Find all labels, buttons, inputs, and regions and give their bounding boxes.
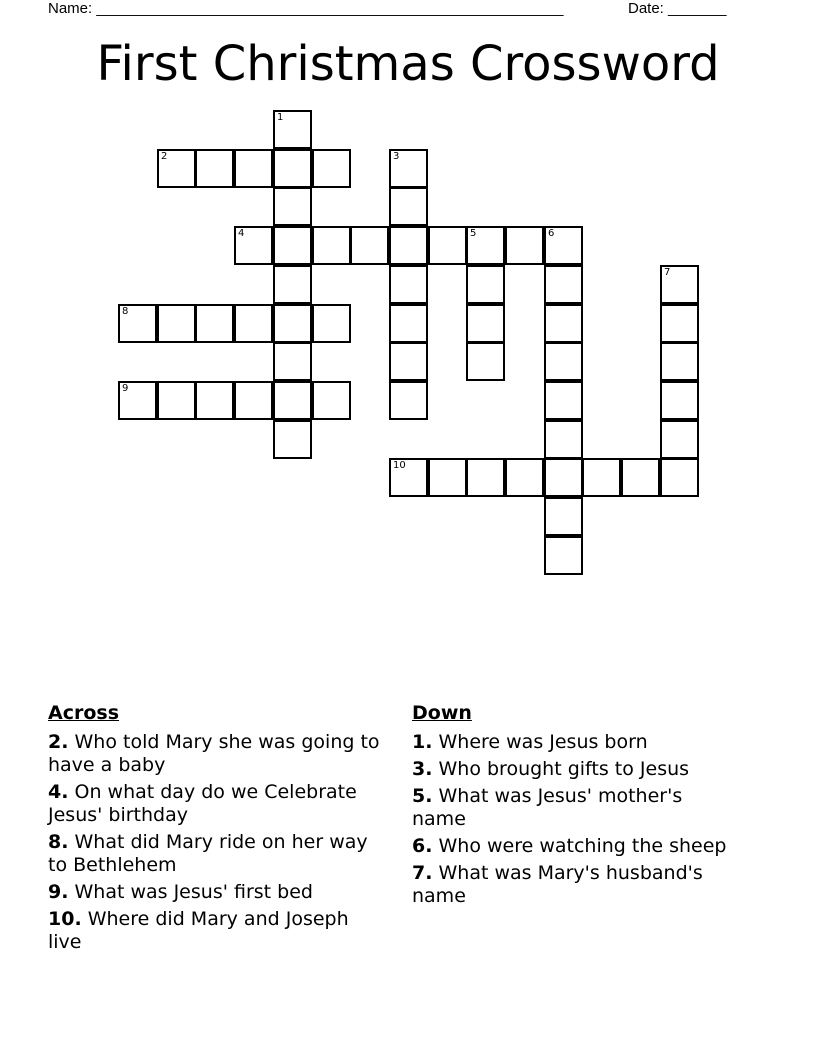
grid-cell[interactable] xyxy=(195,381,234,420)
grid-cell[interactable] xyxy=(195,304,234,343)
grid-cell[interactable] xyxy=(273,342,312,381)
grid-cell[interactable] xyxy=(466,226,505,265)
grid-cell[interactable] xyxy=(544,381,583,420)
grid-cell[interactable] xyxy=(389,342,428,381)
grid-cell[interactable] xyxy=(195,149,234,188)
grid-cell[interactable] xyxy=(157,381,196,420)
grid-cell[interactable] xyxy=(660,458,699,497)
grid-cell[interactable] xyxy=(234,381,273,420)
grid-cell[interactable] xyxy=(273,420,312,459)
clue-text: Where did Mary and Joseph live xyxy=(48,908,349,953)
grid-cell[interactable] xyxy=(466,265,505,304)
grid-cell[interactable] xyxy=(582,458,621,497)
clue-number: 6. xyxy=(412,835,433,857)
date-field-label: Date: _______ xyxy=(628,0,727,17)
grid-cell[interactable] xyxy=(544,420,583,459)
cell-number: 2 xyxy=(161,151,168,162)
grid-cell[interactable] xyxy=(312,149,351,188)
grid-cell[interactable] xyxy=(621,458,660,497)
name-field-label: Name: ________________________________________________________ xyxy=(48,0,564,17)
down-clue xyxy=(412,785,742,831)
clue-text: Who brought gifts to Jesus xyxy=(438,758,690,780)
grid-cell[interactable] xyxy=(312,381,351,420)
clue-number: 3. xyxy=(412,758,433,780)
grid-cell[interactable] xyxy=(389,381,428,420)
grid-cell[interactable] xyxy=(660,304,699,343)
across-heading: Across xyxy=(48,702,120,724)
clue-number: 1. xyxy=(412,731,433,753)
grid-cell[interactable] xyxy=(544,265,583,304)
clue-text: Who were watching the sheep xyxy=(438,835,727,857)
grid-cell[interactable] xyxy=(234,149,273,188)
grid-cell[interactable] xyxy=(157,149,196,188)
across-clue xyxy=(48,731,388,777)
grid-cell[interactable] xyxy=(544,226,583,265)
grid-cell[interactable] xyxy=(118,304,157,343)
grid-cell[interactable] xyxy=(428,458,467,497)
clue-number: 5. xyxy=(412,785,433,807)
grid-cell[interactable] xyxy=(660,381,699,420)
grid-cell[interactable] xyxy=(273,381,312,420)
clue-text: What was Jesus' mother's name xyxy=(412,785,683,830)
clue-number: 7. xyxy=(412,862,433,884)
across-clue xyxy=(48,831,388,877)
clue-number: 4. xyxy=(48,781,69,803)
cell-number: 3 xyxy=(393,151,400,162)
across-clues xyxy=(48,702,388,958)
across-clue xyxy=(48,908,388,954)
clue-text: What was Mary's husband's name xyxy=(412,862,703,907)
grid-cell[interactable] xyxy=(544,458,583,497)
grid-cell[interactable] xyxy=(273,149,312,188)
grid-cell[interactable] xyxy=(660,342,699,381)
grid-cell[interactable] xyxy=(273,110,312,149)
grid-cell[interactable] xyxy=(312,304,351,343)
clue-text: What did Mary ride on her way to Bethlehem xyxy=(48,831,368,876)
clue-number: 10. xyxy=(48,908,82,930)
grid-cell[interactable] xyxy=(118,381,157,420)
grid-cell[interactable] xyxy=(389,149,428,188)
grid-cell[interactable] xyxy=(389,226,428,265)
grid-cell[interactable] xyxy=(389,187,428,226)
grid-cell[interactable] xyxy=(350,226,389,265)
clue-number: 9. xyxy=(48,881,69,903)
grid-cell[interactable] xyxy=(544,342,583,381)
grid-cell[interactable] xyxy=(389,458,428,497)
grid-cell[interactable] xyxy=(273,187,312,226)
grid-cell[interactable] xyxy=(505,226,544,265)
across-clue xyxy=(48,881,388,904)
grid-cell[interactable] xyxy=(273,304,312,343)
grid-cell[interactable] xyxy=(234,226,273,265)
clue-text: Who told Mary she was going to have a baby xyxy=(48,731,380,776)
grid-cell[interactable] xyxy=(273,226,312,265)
clue-number: 8. xyxy=(48,831,69,853)
grid-cell[interactable] xyxy=(273,265,312,304)
grid-cell[interactable] xyxy=(157,304,196,343)
grid-cell[interactable] xyxy=(312,226,351,265)
grid-cell[interactable] xyxy=(660,420,699,459)
clue-number: 2. xyxy=(48,731,69,753)
grid-cell[interactable] xyxy=(466,458,505,497)
across-clue xyxy=(48,781,388,827)
cell-number: 8 xyxy=(122,306,129,317)
page-title: First Christmas Crossword xyxy=(96,36,720,92)
down-heading: Down xyxy=(412,702,472,724)
down-clue xyxy=(412,835,742,858)
clue-text: On what day do we Celebrate Jesus' birthday xyxy=(48,781,357,826)
grid-cell[interactable] xyxy=(660,265,699,304)
cell-number: 4 xyxy=(238,228,245,239)
grid-cell[interactable] xyxy=(466,342,505,381)
grid-cell[interactable] xyxy=(466,304,505,343)
cell-number: 1 xyxy=(277,112,284,123)
grid-cell[interactable] xyxy=(505,458,544,497)
grid-cell[interactable] xyxy=(428,226,467,265)
down-clues xyxy=(412,702,742,912)
grid-cell[interactable] xyxy=(544,536,583,575)
grid-cell[interactable] xyxy=(544,497,583,536)
clue-text: What was Jesus' first bed xyxy=(74,881,313,903)
cell-number: 7 xyxy=(664,267,671,278)
grid-cell[interactable] xyxy=(389,304,428,343)
cell-number: 6 xyxy=(548,228,555,239)
down-clue xyxy=(412,731,742,754)
cell-number: 9 xyxy=(122,383,129,394)
down-clue xyxy=(412,862,742,908)
clue-text: Where was Jesus born xyxy=(438,731,648,753)
grid-cell[interactable] xyxy=(234,304,273,343)
cell-number: 10 xyxy=(393,460,406,471)
grid-cell[interactable] xyxy=(389,265,428,304)
down-clue xyxy=(412,758,742,781)
grid-cell[interactable] xyxy=(544,304,583,343)
cell-number: 5 xyxy=(470,228,477,239)
